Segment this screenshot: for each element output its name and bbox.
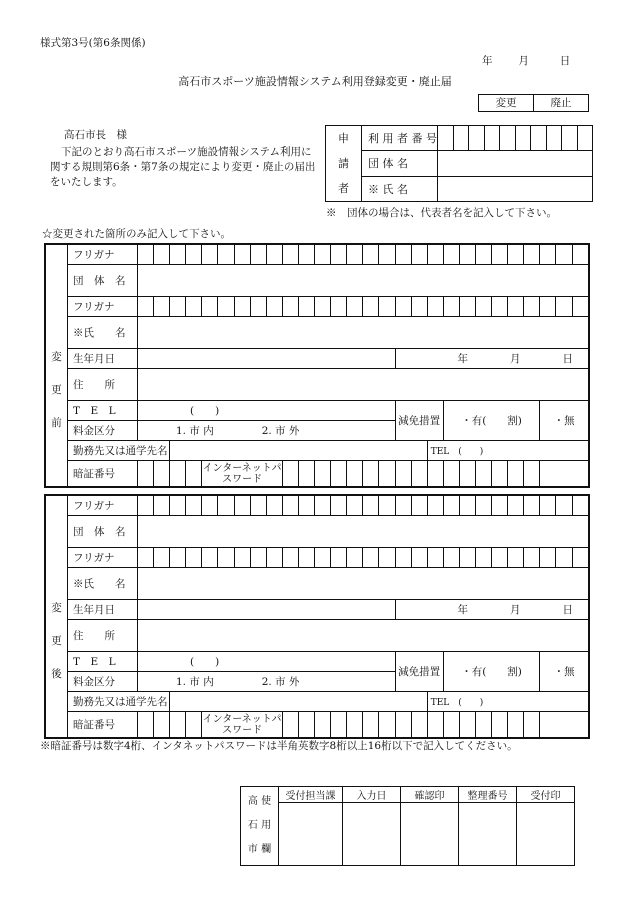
furigana-label: フリガナ: [68, 548, 138, 568]
furigana-box[interactable]: [315, 548, 331, 568]
password-box[interactable]: [298, 461, 314, 487]
furigana-box[interactable]: [282, 548, 298, 568]
furigana-box[interactable]: [266, 496, 282, 516]
addressee: 高石市長 様: [64, 129, 127, 141]
user-number-box[interactable]: [546, 126, 562, 151]
password-box[interactable]: [347, 712, 363, 738]
furigana-box[interactable]: [170, 548, 186, 568]
date-year: 年: [482, 55, 493, 67]
furigana-box[interactable]: [524, 496, 540, 516]
password-spacer: [540, 461, 589, 487]
furigana-box[interactable]: [154, 245, 170, 265]
fee-city-out-option[interactable]: 2. 市 外: [261, 676, 300, 688]
change-checkbox[interactable]: 変更: [495, 97, 517, 109]
furigana-box[interactable]: [540, 297, 556, 317]
internet-password-label: インターネットパスワード: [202, 462, 282, 485]
furigana-box[interactable]: [234, 297, 250, 317]
furigana-box[interactable]: [154, 297, 170, 317]
form-number: 様式第3号(第6条関係): [40, 37, 146, 49]
password-box[interactable]: [508, 461, 524, 487]
fee-city-in-option[interactable]: 1. 市 内: [176, 425, 214, 437]
furigana-box[interactable]: [508, 245, 524, 265]
furigana-box[interactable]: [475, 297, 491, 317]
furigana-box[interactable]: [186, 496, 202, 516]
pin-box[interactable]: [186, 461, 202, 487]
furigana-box[interactable]: [459, 496, 475, 516]
furigana-box[interactable]: [218, 297, 234, 317]
date-line: [482, 56, 570, 67]
address-field[interactable]: [138, 620, 589, 652]
workplace-field[interactable]: [170, 692, 428, 712]
furigana-box[interactable]: [315, 297, 331, 317]
office-col-reception-dept: 受付担当課: [279, 787, 343, 803]
representative-note: ※ 団体の場合は、代表者名を記入して下さい。: [326, 207, 557, 219]
group-name-field[interactable]: [138, 265, 589, 297]
furigana-box[interactable]: [556, 496, 572, 516]
furigana-box[interactable]: [443, 297, 459, 317]
workplace-label: 勤務先又は通学先名: [68, 692, 170, 712]
workplace-tel-field[interactable]: TEL ( ): [427, 692, 588, 712]
furigana-box[interactable]: [202, 245, 218, 265]
reduction-no-option[interactable]: ・無: [540, 401, 589, 441]
furigana-box[interactable]: [250, 548, 266, 568]
furigana-box[interactable]: [459, 245, 475, 265]
birth-date-field[interactable]: 年 月 日: [395, 600, 589, 620]
furigana-box[interactable]: [475, 496, 491, 516]
furigana-box[interactable]: [154, 496, 170, 516]
before-change-block: [44, 243, 590, 488]
furigana-box[interactable]: [186, 297, 202, 317]
password-box[interactable]: [475, 461, 491, 487]
group-name-label: 団 体 名: [68, 265, 138, 297]
group-name-field[interactable]: [138, 516, 589, 548]
user-number-box[interactable]: [484, 126, 500, 151]
furigana-box[interactable]: [250, 245, 266, 265]
furigana-box[interactable]: [250, 297, 266, 317]
reduction-label: 減免措置: [395, 652, 443, 692]
furigana-box[interactable]: [492, 548, 508, 568]
pin-box[interactable]: [170, 461, 186, 487]
furigana-box[interactable]: [540, 245, 556, 265]
furigana-box[interactable]: [508, 548, 524, 568]
furigana-box[interactable]: [411, 297, 427, 317]
furigana-box[interactable]: [186, 548, 202, 568]
tel-field[interactable]: ( ): [138, 401, 396, 421]
furigana-box[interactable]: [508, 297, 524, 317]
office-col-serial-number: 整理番号: [459, 787, 517, 803]
office-cell[interactable]: [459, 803, 517, 866]
birth-date-label: 生年月日: [68, 349, 138, 369]
user-number-box[interactable]: [438, 126, 454, 151]
furigana-box[interactable]: [234, 548, 250, 568]
before-side-label: 変 更 前: [46, 245, 68, 487]
furigana-box[interactable]: [347, 548, 363, 568]
password-box[interactable]: [379, 461, 395, 487]
office-cell[interactable]: [343, 803, 401, 866]
name-field[interactable]: [138, 317, 589, 349]
furigana-box[interactable]: [363, 297, 379, 317]
user-number-box[interactable]: [453, 126, 469, 151]
furigana-box[interactable]: [411, 245, 427, 265]
office-cell[interactable]: [279, 803, 343, 866]
tel-field[interactable]: ( ): [138, 652, 396, 672]
furigana-box[interactable]: [379, 245, 395, 265]
reduction-yes-option[interactable]: ・有( 割): [443, 652, 540, 692]
password-box[interactable]: [395, 712, 411, 738]
furigana-box[interactable]: [492, 245, 508, 265]
group-name-label: 団 体 名: [68, 516, 138, 548]
furigana-label: フリガナ: [68, 496, 138, 516]
furigana-box[interactable]: [443, 548, 459, 568]
furigana-box[interactable]: [540, 496, 556, 516]
furigana-box[interactable]: [298, 548, 314, 568]
reduction-no-option[interactable]: ・無: [540, 652, 589, 692]
user-number-box[interactable]: [469, 126, 485, 151]
furigana-box[interactable]: [315, 245, 331, 265]
furigana-box[interactable]: [475, 548, 491, 568]
password-box[interactable]: [443, 712, 459, 738]
furigana-box[interactable]: [347, 297, 363, 317]
address-label: 住 所: [68, 620, 138, 652]
password-box[interactable]: [443, 461, 459, 487]
instruction-note: ☆変更された箇所のみ記入して下さい。: [42, 228, 231, 240]
pin-box[interactable]: [138, 461, 154, 487]
furigana-box[interactable]: [556, 245, 572, 265]
address-label: 住 所: [68, 369, 138, 401]
birth-date-spacer: [138, 600, 396, 620]
furigana-box[interactable]: [443, 496, 459, 516]
furigana-box[interactable]: [395, 496, 411, 516]
furigana-box[interactable]: [234, 245, 250, 265]
fee-category-label: 料金区分: [68, 421, 138, 441]
user-number-box[interactable]: [577, 126, 593, 151]
reduction-yes-option[interactable]: ・有( 割): [443, 401, 540, 441]
password-box[interactable]: [315, 461, 331, 487]
password-box[interactable]: [492, 712, 508, 738]
furigana-box[interactable]: [492, 496, 508, 516]
furigana-box[interactable]: [556, 548, 572, 568]
fee-city-out-option[interactable]: 2. 市 外: [261, 425, 300, 437]
password-box[interactable]: [459, 461, 475, 487]
furigana-box[interactable]: [266, 548, 282, 568]
furigana-box[interactable]: [347, 245, 363, 265]
furigana-box[interactable]: [524, 297, 540, 317]
furigana-box[interactable]: [379, 496, 395, 516]
password-box[interactable]: [282, 461, 298, 487]
applicant-group-name-label: 団 体 名: [362, 151, 438, 176]
pin-box[interactable]: [170, 712, 186, 738]
furigana-box[interactable]: [282, 297, 298, 317]
password-box[interactable]: [475, 712, 491, 738]
furigana-box[interactable]: [427, 245, 443, 265]
reduction-label: 減免措置: [395, 401, 443, 441]
furigana-box[interactable]: [266, 245, 282, 265]
pin-box[interactable]: [186, 712, 202, 738]
password-box[interactable]: [331, 461, 347, 487]
furigana-box[interactable]: [459, 297, 475, 317]
furigana-box[interactable]: [524, 245, 540, 265]
furigana-box[interactable]: [170, 496, 186, 516]
furigana-box[interactable]: [363, 245, 379, 265]
name-field[interactable]: [138, 568, 589, 600]
password-box[interactable]: [395, 461, 411, 487]
office-use-table: [240, 786, 575, 866]
password-box[interactable]: [379, 712, 395, 738]
change-abolish-box: [478, 94, 589, 112]
furigana-box[interactable]: [572, 496, 588, 516]
birth-date-spacer: [138, 349, 396, 369]
furigana-box[interactable]: [298, 496, 314, 516]
furigana-box[interactable]: [395, 548, 411, 568]
furigana-box[interactable]: [411, 496, 427, 516]
user-number-box[interactable]: [562, 126, 578, 151]
furigana-box[interactable]: [331, 297, 347, 317]
furigana-box[interactable]: [540, 548, 556, 568]
furigana-box[interactable]: [250, 496, 266, 516]
name-label: ※氏 名: [68, 568, 138, 600]
furigana-box[interactable]: [395, 245, 411, 265]
password-box[interactable]: [363, 461, 379, 487]
office-cell[interactable]: [517, 803, 575, 866]
furigana-box[interactable]: [492, 297, 508, 317]
workplace-label: 勤務先又は通学先名: [68, 441, 170, 461]
user-number-box[interactable]: [500, 126, 516, 151]
furigana-box[interactable]: [138, 548, 154, 568]
password-box[interactable]: [508, 712, 524, 738]
address-field[interactable]: [138, 369, 589, 401]
furigana-box[interactable]: [379, 548, 395, 568]
furigana-label: フリガナ: [68, 297, 138, 317]
furigana-box[interactable]: [282, 496, 298, 516]
furigana-box[interactable]: [427, 297, 443, 317]
user-number-box[interactable]: [531, 126, 547, 151]
applicant-name-label: ※ 氏 名: [362, 176, 438, 201]
furigana-box[interactable]: [202, 297, 218, 317]
internet-password-label: インターネットパスワード: [202, 713, 282, 736]
date-day: 日: [559, 55, 571, 67]
pin-box[interactable]: [154, 712, 170, 738]
after-side-label: 変 更 後: [46, 496, 68, 738]
furigana-box[interactable]: [572, 297, 588, 317]
furigana-box[interactable]: [170, 297, 186, 317]
password-box[interactable]: [492, 461, 508, 487]
furigana-box[interactable]: [363, 496, 379, 516]
password-box[interactable]: [347, 461, 363, 487]
password-box[interactable]: [315, 712, 331, 738]
furigana-box[interactable]: [218, 548, 234, 568]
tel-label: T E L: [68, 652, 138, 672]
furigana-box[interactable]: [218, 245, 234, 265]
password-box[interactable]: [524, 712, 540, 738]
office-cell[interactable]: [401, 803, 459, 866]
password-box[interactable]: [331, 712, 347, 738]
password-box[interactable]: [459, 712, 475, 738]
furigana-box[interactable]: [170, 245, 186, 265]
office-col-reception-seal: 受付印: [517, 787, 575, 803]
furigana-box[interactable]: [427, 496, 443, 516]
tel-label: T E L: [68, 401, 138, 421]
furigana-box[interactable]: [459, 548, 475, 568]
applicant-group-name-field[interactable]: [438, 151, 593, 176]
furigana-box[interactable]: [331, 496, 347, 516]
office-side-label: 高 使 石 用 市 欄: [241, 787, 279, 866]
furigana-box[interactable]: [138, 297, 154, 317]
furigana-box[interactable]: [234, 496, 250, 516]
password-box[interactable]: [363, 712, 379, 738]
applicant-table: [325, 125, 593, 202]
furigana-box[interactable]: [266, 297, 282, 317]
office-col-confirm-seal: 確認印: [401, 787, 459, 803]
workplace-tel-field[interactable]: TEL ( ): [427, 441, 588, 461]
fee-city-in-option[interactable]: 1. 市 内: [176, 676, 214, 688]
office-col-input-date: 入力日: [343, 787, 401, 803]
workplace-field[interactable]: [170, 441, 428, 461]
furigana-box[interactable]: [475, 245, 491, 265]
applicant-name-field[interactable]: [438, 176, 593, 201]
password-box[interactable]: [427, 712, 443, 738]
abolish-checkbox[interactable]: 廃止: [533, 95, 588, 111]
furigana-box[interactable]: [379, 297, 395, 317]
after-change-block: [44, 494, 590, 739]
password-spacer: [540, 712, 589, 738]
furigana-box[interactable]: [443, 245, 459, 265]
password-box[interactable]: [427, 461, 443, 487]
furigana-box[interactable]: [315, 496, 331, 516]
furigana-box[interactable]: [154, 548, 170, 568]
furigana-box[interactable]: [218, 496, 234, 516]
furigana-box[interactable]: [138, 496, 154, 516]
furigana-box[interactable]: [395, 297, 411, 317]
password-box[interactable]: [524, 461, 540, 487]
pin-box[interactable]: [138, 712, 154, 738]
furigana-box[interactable]: [572, 245, 588, 265]
furigana-box[interactable]: [572, 548, 588, 568]
furigana-box[interactable]: [298, 245, 314, 265]
furigana-box[interactable]: [138, 245, 154, 265]
furigana-box[interactable]: [282, 245, 298, 265]
user-number-label: 利 用 者 番 号: [362, 126, 438, 151]
user-number-box[interactable]: [515, 126, 531, 151]
fee-category-label: 料金区分: [68, 672, 138, 692]
furigana-box[interactable]: [363, 548, 379, 568]
password-box[interactable]: [282, 712, 298, 738]
fee-category-options: [138, 421, 396, 441]
furigana-box[interactable]: [347, 496, 363, 516]
furigana-box[interactable]: [524, 548, 540, 568]
furigana-label: フリガナ: [68, 245, 138, 265]
name-label: ※氏 名: [68, 317, 138, 349]
birth-date-label: 生年月日: [68, 600, 138, 620]
pin-box[interactable]: [154, 461, 170, 487]
furigana-box[interactable]: [331, 245, 347, 265]
password-box[interactable]: [298, 712, 314, 738]
furigana-box[interactable]: [186, 245, 202, 265]
furigana-box[interactable]: [411, 548, 427, 568]
password-note: ※暗証番号は数字4桁、インタネットパスワードは半角英数字8桁以上16桁以下で記入してください。: [40, 740, 518, 752]
password-box[interactable]: [411, 461, 427, 487]
applicant-side-label: 申 請 者: [326, 126, 362, 202]
birth-date-field[interactable]: 年 月 日: [395, 349, 589, 369]
fee-category-options: [138, 672, 396, 692]
furigana-box[interactable]: [202, 496, 218, 516]
pin-label: 暗証番号: [68, 712, 138, 738]
document-title: 高石市スポーツ施設情報システム利用登録変更・廃止届: [178, 75, 452, 88]
furigana-box[interactable]: [556, 297, 572, 317]
password-box[interactable]: [411, 712, 427, 738]
furigana-box[interactable]: [298, 297, 314, 317]
furigana-box[interactable]: [331, 548, 347, 568]
date-month: 月: [518, 55, 529, 67]
furigana-box[interactable]: [427, 548, 443, 568]
furigana-box[interactable]: [508, 496, 524, 516]
pin-label: 暗証番号: [68, 461, 138, 487]
furigana-box[interactable]: [202, 548, 218, 568]
letter-body: 下記のとおり高石市スポーツ施設情報システム利用に関する規則第6条・第7条の規定により変更・廃止の届出をいたします。: [50, 146, 316, 188]
